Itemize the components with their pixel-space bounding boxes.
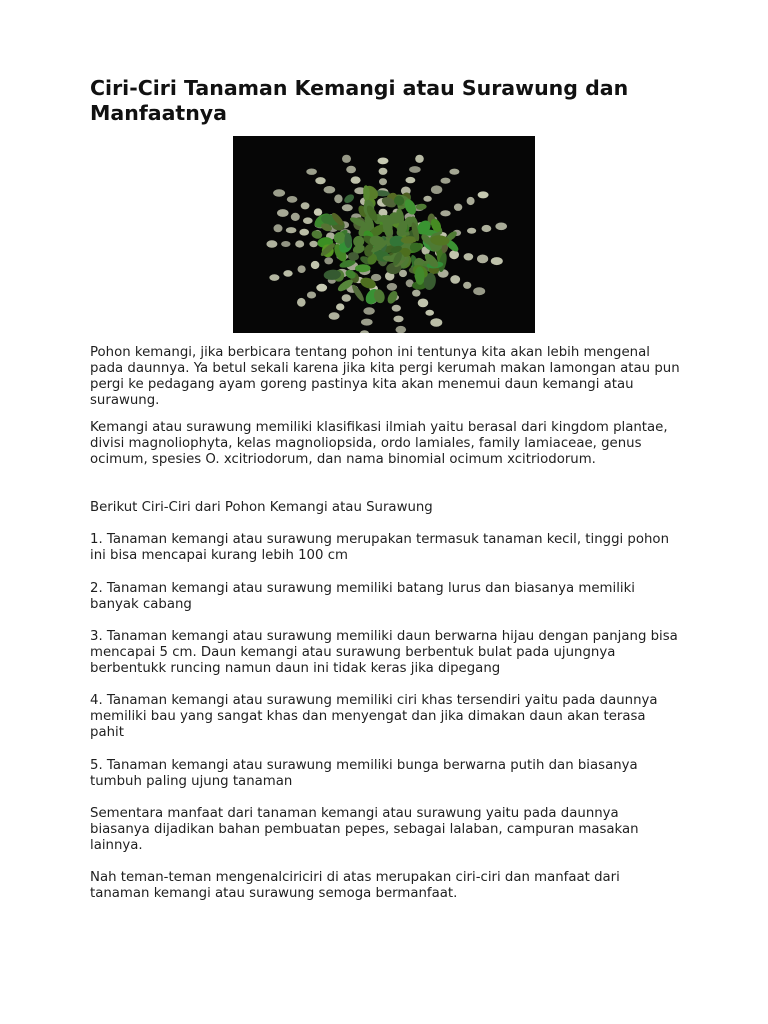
- flower-bud: [303, 217, 313, 224]
- flower-bud: [387, 283, 397, 291]
- flower-bud: [440, 210, 450, 216]
- flower-bud: [409, 166, 421, 173]
- flower-bud: [463, 282, 471, 289]
- paragraph-classification: Kemangi atau surawung memiliki klasifikasi ilmiah yaitu berasal dari kingdom plantae, divisi magnoliophyta, kelas magnoliopsida, ordo lamiales, family lamiaceae, genus ocimum, spesies O. xcitriodorum, dan nama binomial ocimum xcitriodorum.: [90, 420, 668, 467]
- flower-bud: [342, 294, 351, 302]
- flower-bud: [393, 316, 403, 323]
- list-item-5: 5. Tanaman kemangi atau surawung memiliki bunga berwarna putih dan biasanya tumbuh paling ujung tanaman: [90, 758, 638, 789]
- flower-bud: [425, 310, 434, 316]
- flower-bud: [467, 197, 475, 205]
- flower-bud: [473, 287, 485, 295]
- flower-bud: [286, 227, 297, 233]
- flower-bud: [315, 177, 325, 184]
- flower-bud: [306, 169, 317, 175]
- flower-bud: [295, 240, 304, 247]
- flower-bud: [378, 158, 389, 165]
- basil-plant-photo: [233, 136, 535, 333]
- flower-bud: [379, 168, 388, 175]
- flower-bud: [273, 189, 285, 196]
- flower-bud: [412, 290, 420, 297]
- flower-bud: [274, 224, 283, 232]
- flower-bud: [467, 228, 476, 234]
- flower-bud: [287, 196, 298, 203]
- paragraph-benefits: Sementara manfaat dari tanaman kemangi atau surawung yaitu pada daunnya biasanya dijadikan bahan pembuatan pepes, sebagai lalaban, campuran masakan lainnya.: [90, 806, 639, 853]
- flower-bud: [299, 229, 309, 236]
- flower-bud: [478, 191, 489, 198]
- flower-bud: [334, 194, 342, 203]
- flower-bud: [281, 241, 290, 247]
- flower-bud: [418, 299, 429, 308]
- flower-bud: [438, 269, 449, 277]
- flower-bud: [491, 257, 503, 265]
- flower-bud: [430, 318, 442, 327]
- flower-bud: [351, 176, 361, 183]
- flower-bud: [379, 178, 387, 185]
- flower-bud: [301, 202, 310, 209]
- flower-bud: [415, 155, 424, 163]
- article-title: Ciri-Ciri Tanaman Kemangi atau Surawung dan Manfaatnya: [90, 76, 629, 125]
- flower-bud: [363, 307, 374, 314]
- flower-bud: [277, 209, 289, 217]
- flower-bud: [449, 169, 459, 175]
- basil-plant-illustration: [233, 136, 535, 333]
- flower-bud: [266, 240, 277, 247]
- flower-bud: [336, 303, 344, 310]
- flower-bud: [423, 196, 431, 202]
- flower-bud: [396, 326, 407, 333]
- flower-bud: [441, 178, 451, 184]
- paragraph-list-heading: Berikut Ciri-Ciri dari Pohon Kemangi atau Surawung: [90, 500, 433, 515]
- list-item-1: 1. Tanaman kemangi atau surawung merupakan termasuk tanaman kecil, tinggi pohon ini bisa mencapai kurang lebih 100 cm: [90, 532, 669, 563]
- flower-bud: [342, 155, 351, 163]
- flower-bud: [316, 284, 327, 292]
- list-item-3: 3. Tanaman kemangi atau surawung memiliki daun berwarna hijau dengan panjang bisa mencapai 5 cm. Daun kemangi atau surawung berbentuk bulat pada ujungnya berbentukk runcing namun daun ini tidak keras jika dipegang: [90, 629, 678, 676]
- list-item-2: 2. Tanaman kemangi atau surawung memiliki batang lurus dan biasanya memiliki banyak cabang: [90, 581, 635, 612]
- flower-bud: [329, 312, 340, 320]
- flower-bud: [297, 298, 306, 307]
- flower-bud: [314, 208, 322, 215]
- flower-bud: [406, 177, 416, 183]
- leaf: [343, 193, 356, 205]
- flower-bud: [311, 261, 320, 269]
- flower-bud: [309, 241, 317, 247]
- flower-bud: [454, 204, 462, 211]
- flower-bud: [361, 319, 373, 326]
- flower-bud: [342, 204, 353, 211]
- flower-bud: [392, 305, 401, 312]
- flower-bud: [431, 185, 442, 194]
- flower-bud: [495, 223, 507, 231]
- flower-bud: [482, 225, 492, 232]
- flower-bud: [477, 255, 488, 264]
- flower-bud: [360, 330, 369, 333]
- flower-bud: [298, 265, 306, 273]
- flower-bud: [291, 213, 300, 221]
- flower-bud: [449, 250, 459, 259]
- flower-bud: [283, 270, 292, 277]
- list-item-4: 4. Tanaman kemangi atau surawung memiliki ciri khas tersendiri yaitu pada daunnya memiliki bau yang sangat khas dan menyengat dan jika dimakan daun akan terasa pahit: [90, 693, 658, 740]
- flower-bud: [269, 274, 279, 281]
- paragraph-intro: Pohon kemangi, jika berbicara tentang pohon ini tentunya kita akan lebih mengenal pada daunnya. Ya betul sekali karena jika kita pergi kerumah makan lamongan atau pun pergi ke pedagang ayam goreng pastinya kita akan menemui daun kemangi atau surawung.: [90, 345, 680, 408]
- flower-bud: [346, 166, 356, 173]
- flower-bud: [324, 257, 333, 264]
- paragraph-closing: Nah teman-teman mengenalciriciri di atas merupakan ciri-ciri dan manfaat dari tanaman kemangi atau surawung semoga bermanfaat.: [90, 870, 620, 901]
- flower-bud: [450, 275, 460, 284]
- flower-bud: [464, 253, 474, 260]
- flower-bud: [307, 292, 316, 299]
- flower-bud: [324, 186, 336, 193]
